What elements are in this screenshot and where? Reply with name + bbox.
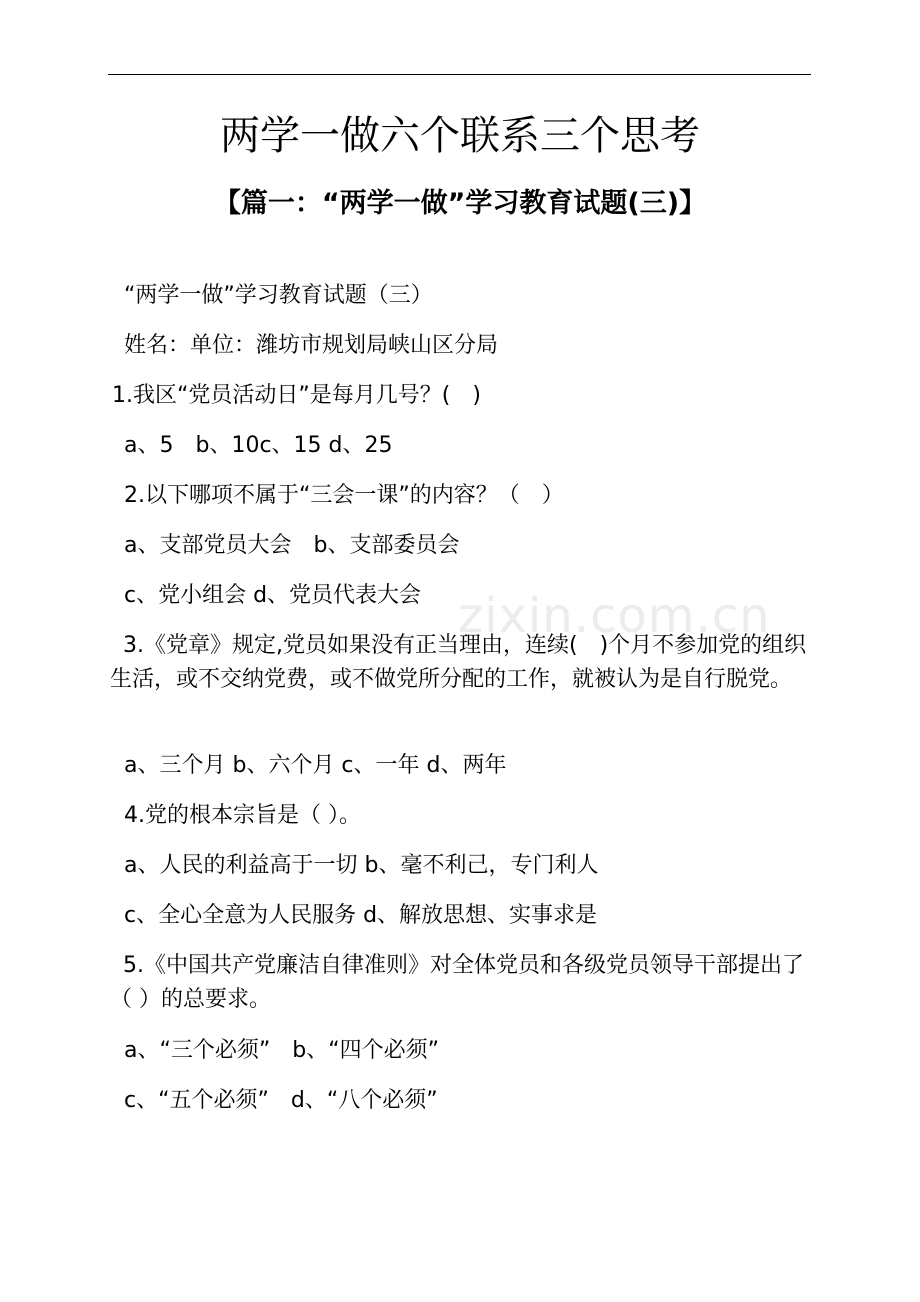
question-4: 4.党的根本宗旨是（ ）。: [124, 803, 361, 828]
question-2: 2.以下哪项不属于“三会一课”的内容？（ ）: [124, 483, 564, 508]
question-5: 5.《中国共产党廉洁自律准则》对全体党员和各级党员领导干部提出了（ ）的总要求。: [110, 953, 804, 1012]
question-2-options-cd: c、党小组会 d、党员代表大会: [124, 583, 422, 608]
question-4-options-cd: c、全心全意为人民服务 d、解放思想、实事求是: [124, 903, 598, 928]
header-rule: [108, 74, 811, 75]
document-title: 两学一做六个联系三个思考: [220, 113, 700, 159]
question-3: 3.《党章》规定,党员如果没有正当理由，连续( )个月不参加党的组织生活，或不交纳党费，或不做党所分配的工作，就被认为是自行脱党。: [110, 633, 807, 692]
question-5-options-cd: c、“五个必须” d、“八个必须”: [124, 1088, 438, 1113]
question-2-options-ab: a、支部党员大会 b、支部委员会: [124, 533, 460, 558]
question-1: 1.我区“党员活动日”是每月几号？( ): [112, 383, 481, 408]
watermark-text: zixin.com.cn: [458, 588, 771, 644]
quiz-heading: “两学一做”学习教育试题（三）: [124, 283, 433, 308]
name-unit-line: 姓名：单位：潍坊市规划局峡山区分局: [124, 333, 499, 358]
question-5-options-ab: a、“三个必须” b、“四个必须”: [124, 1038, 440, 1063]
question-4-options-ab: a、人民的利益高于一切 b、毫不利己，专门利人: [124, 853, 599, 878]
question-1-options: a、5 b、10c、15 d、25: [124, 433, 393, 458]
question-3-options: a、三个月 b、六个月 c、一年 d、两年: [124, 753, 507, 778]
document-subtitle: 【篇一：“两学一做”学习教育试题(三)】: [213, 188, 707, 219]
